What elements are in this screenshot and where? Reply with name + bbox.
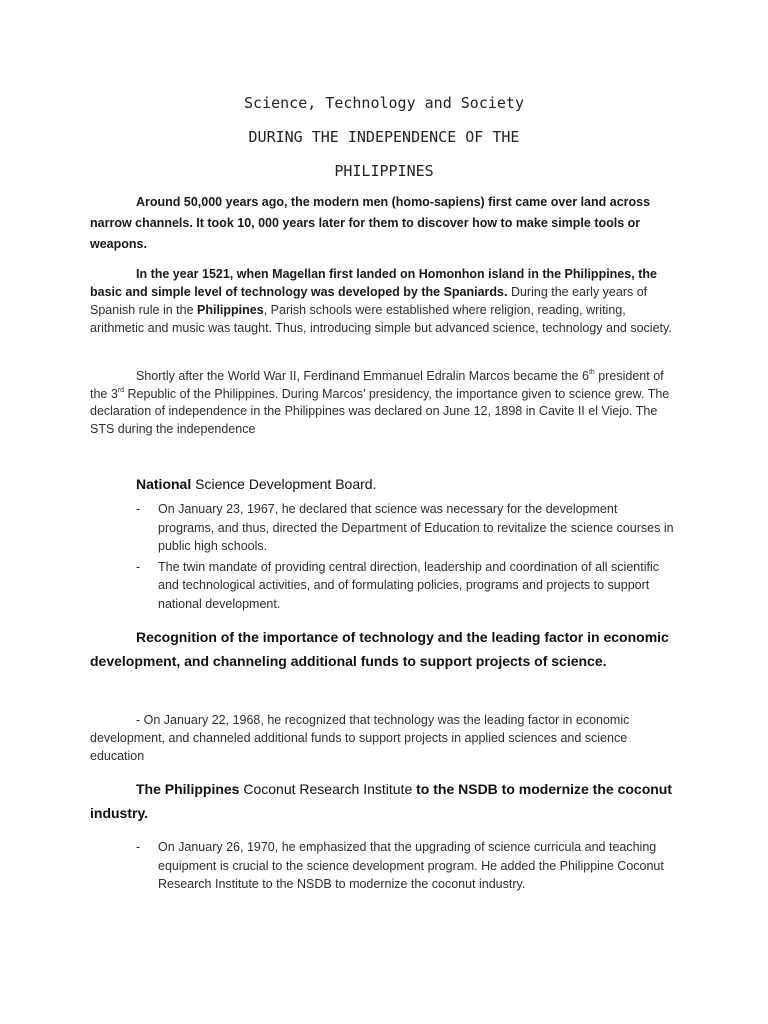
paragraph-text-part: During the early years of Spanish rule in the	[90, 285, 648, 317]
paragraph-text-part: Shortly after the World War II, Ferdinand Emmanuel Edralin Marcos became the 6	[136, 369, 589, 383]
bullet-list-nsdb	[136, 500, 676, 615]
section-heading-nsdb	[136, 476, 376, 492]
paragraph-spanish-era	[90, 265, 682, 337]
document-subtitle-line2: PHILIPPINES	[334, 162, 434, 180]
paragraph-text-part: president of the 3	[90, 369, 664, 401]
paragraph-text-part: Republic of the Philippines. During Marcos’ presidency, the importance given to science grew. The declaration of independence in the Philippines was declared on June 12, 1898 in Cavite II el Viejo. The STS during the independence	[90, 386, 670, 436]
list-item-text: The twin mandate of providing central direction, leadership and coordination of all scientific and technological activities, and of formulating policies, programs and projects to support national development.	[158, 559, 659, 611]
heading-bold-part: National	[136, 476, 192, 492]
paragraph-marcos	[90, 368, 682, 438]
list-item-text: On January 23, 1967, he declared that science was necessary for the development programs, and thus, directed the Department of Education to revitalize the science courses in public high schools.	[158, 502, 674, 553]
bullet-dash: -	[136, 502, 141, 516]
heading-bold-part: The Philippines	[136, 781, 240, 797]
paragraph-prehistory: Around 50,000 years ago, the modern men (homo-sapiens) first came over land across narrow channels. It took 10, 000 years later for them to discover how to make simple tools or weapons.	[90, 195, 651, 251]
bullet-dash: -	[136, 840, 141, 854]
document-title: Science, Technology and Society	[244, 94, 524, 112]
paragraph-lead-text: In the year 1521, when Magellan first landed on Homonhon island in the Philippines, the basic and simple level of technology was developed by the Spaniards.	[90, 267, 657, 299]
list-item	[136, 558, 676, 614]
heading-text-part: Coconut Research Institute	[239, 781, 417, 797]
list-item	[136, 838, 676, 894]
paragraph-text-part: , Parish schools were established where religion, reading, writing, arithmetic and music was taught. Thus, introducing simple but advanced science, technology and society.	[90, 303, 672, 335]
section-heading-technology: Recognition of the importance of technology and the leading factor in economic development, and channeling additional funds to support projects of science.	[90, 629, 669, 669]
ordinal-suffix: rd	[117, 386, 125, 394]
heading-text-part: Science Development Board.	[191, 476, 377, 492]
list-item-text: On January 26, 1970, he emphasized that the upgrading of science curricula and teaching equipment is crucial to the science development program. He added the Philippine Coconut Research Institute to the NSDB to modernize the coconut industry.	[158, 840, 664, 891]
section-heading-coconut	[90, 777, 690, 825]
paragraph-1968: - On January 22, 1968, he recognized that technology was the leading factor in economic development, and channeled additional funds to support projects in applied sciences and science education	[90, 713, 630, 763]
document-subtitle: DURING THE INDEPENDENCE OF THE	[248, 128, 520, 146]
list-item	[136, 500, 676, 556]
emphasis-text: Philippines	[197, 303, 264, 317]
bullet-dash: -	[136, 559, 141, 574]
ordinal-suffix: th	[588, 369, 595, 376]
heading-bold-part: to the NSDB to modernize the coconut industry.	[90, 781, 673, 821]
bullet-list-coconut	[136, 838, 676, 896]
